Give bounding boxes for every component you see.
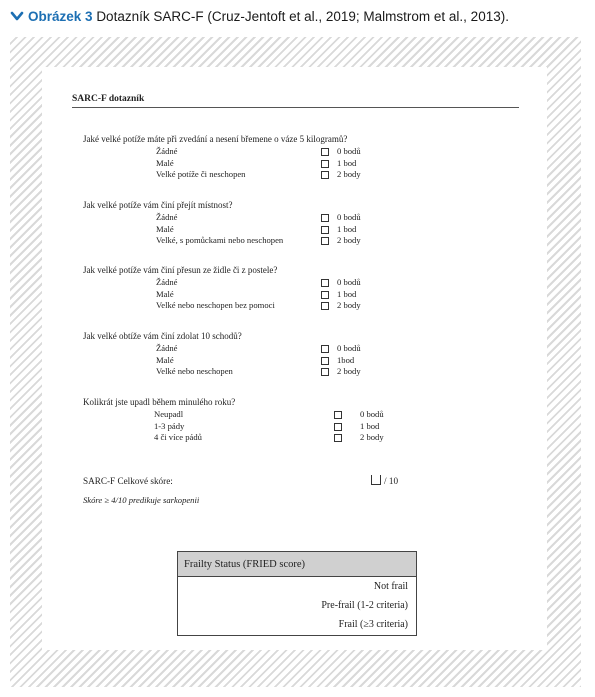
option-label: 1-3 pády [154, 420, 185, 431]
question-text: Jaké velké potíže máte při zvedání a nesení břemene o váze 5 kilogramů? [83, 134, 348, 144]
option-checkbox[interactable] [321, 171, 329, 179]
option-label: Neupadl [154, 409, 184, 419]
total-score-label: SARC-F Celkové skóre: [83, 476, 173, 486]
option-label: Žádné [156, 146, 178, 156]
option-label: Velké, s pomůckami nebo neschopen [156, 235, 284, 245]
option-checkbox[interactable] [334, 411, 342, 419]
figure-caption [10, 9, 590, 24]
option-label: Malé [156, 288, 174, 299]
option-label: Malé [156, 223, 174, 234]
questionnaire-sheet [42, 67, 547, 650]
option-score: 0 bodů [360, 409, 384, 419]
option-score: 1 bod [337, 157, 357, 168]
option-score: 2 body [337, 169, 361, 179]
frailty-row: Not frail [373, 581, 408, 592]
option-score: 1bod [337, 354, 355, 365]
option-checkbox[interactable] [321, 302, 329, 310]
option-checkbox[interactable] [321, 214, 329, 222]
option-label: Malé [156, 157, 174, 168]
option-score: 1 bod [337, 288, 357, 299]
option-score: 1 bod [360, 420, 380, 431]
total-score-field [371, 475, 398, 486]
option-score: 2 body [337, 235, 361, 245]
option-checkbox[interactable] [321, 279, 329, 287]
figure-frame [10, 37, 581, 687]
option-score: 0 bodů [337, 277, 361, 287]
option-checkbox[interactable] [321, 148, 329, 156]
option-score: 0 bodů [337, 212, 361, 222]
option-checkbox[interactable] [321, 226, 329, 234]
option-label: Velké potíže či neschopen [156, 169, 246, 179]
caption-label: Obrázek 3 [28, 9, 93, 24]
option-label: Malé [156, 354, 174, 365]
score-note: Skóre ≥ 4/10 predikuje sarkopenii [83, 495, 200, 505]
option-checkbox[interactable] [321, 345, 329, 353]
option-score: 2 body [337, 300, 361, 310]
frailty-row: Pre-frail (1-2 criteria) [321, 600, 408, 611]
frailty-row: Frail (≥3 criteria) [338, 619, 408, 630]
option-score: 2 body [360, 432, 384, 442]
option-checkbox[interactable] [334, 423, 342, 431]
question-text: Jak velké obtíže vám činí zdolat 10 schodů? [83, 331, 242, 341]
option-label: Žádné [156, 343, 178, 353]
question-text: Kolikrát jste upadl během minulého roku? [83, 397, 236, 407]
option-score: 0 bodů [337, 146, 361, 156]
option-checkbox[interactable] [321, 291, 329, 299]
option-label: 4 či více pádů [154, 432, 202, 442]
option-label: Velké nebo neschopen bez pomoci [156, 300, 275, 310]
score-suffix: / 10 [384, 476, 399, 486]
option-score: 0 bodů [337, 343, 361, 353]
frailty-table [177, 551, 417, 636]
option-label: Žádné [156, 212, 178, 222]
option-checkbox[interactable] [334, 434, 342, 442]
option-score: 1 bod [337, 223, 357, 234]
option-score: 2 body [337, 366, 361, 376]
title-divider [72, 107, 519, 108]
option-checkbox[interactable] [321, 368, 329, 376]
option-checkbox[interactable] [321, 357, 329, 365]
chevron-down-icon [10, 9, 24, 23]
option-checkbox[interactable] [321, 237, 329, 245]
option-label: Žádné [156, 277, 178, 287]
option-label: Velké nebo neschopen [156, 366, 233, 376]
score-blank [371, 475, 381, 485]
option-checkbox[interactable] [321, 160, 329, 168]
frailty-header: Frailty Status (FRIED score) [178, 552, 416, 577]
caption-text: Dotazník SARC-F (Cruz-Jentoft et al., 2019; Malmstrom et al., 2013). [96, 9, 509, 24]
question-text: Jak velké potíže vám činí přejít místnost? [83, 200, 233, 210]
question-text: Jak velké potíže vám činí přesun ze židle či z postele? [83, 265, 278, 275]
document-title: SARC-F dotazník [72, 94, 145, 104]
